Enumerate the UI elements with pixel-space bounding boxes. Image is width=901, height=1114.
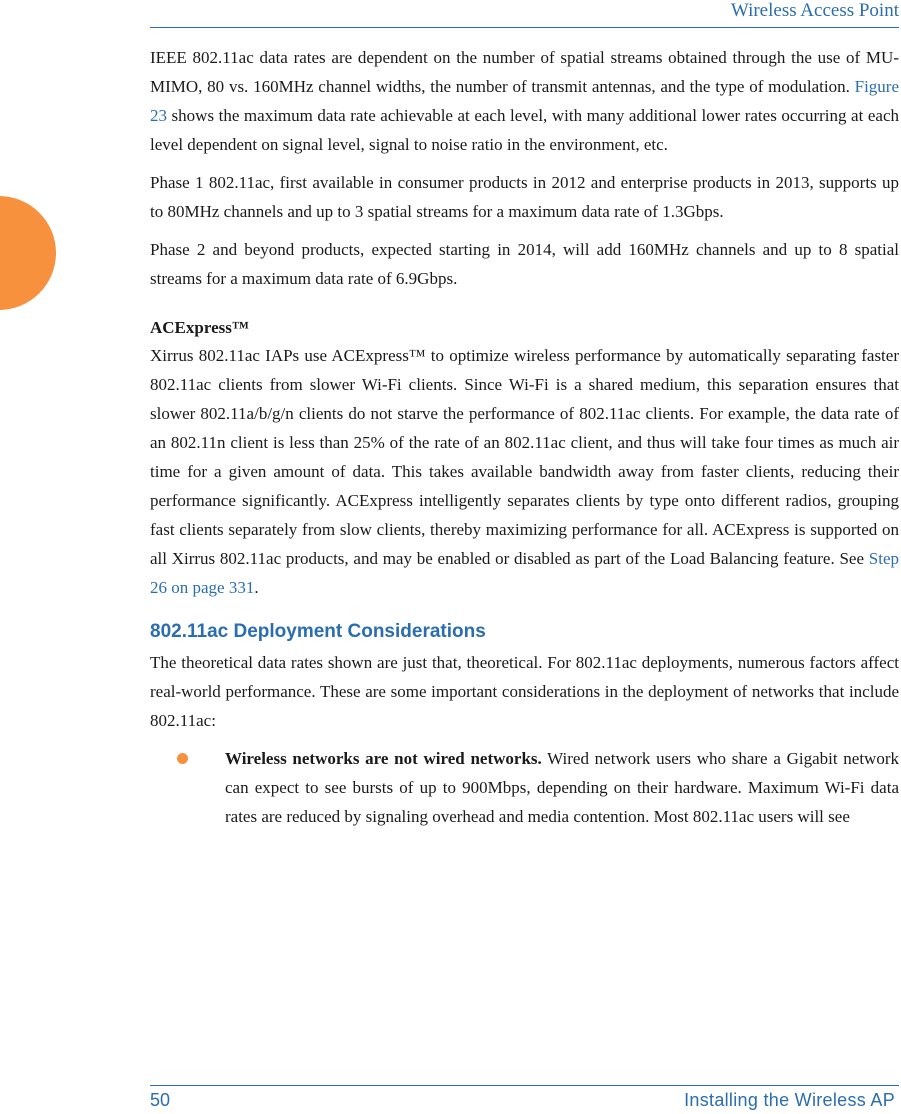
bullet-text <box>225 744 899 831</box>
paragraph-phase-2: Phase 2 and beyond products, expected starting in 2014, will add 160MHz channels and up to 8 spatial streams for a maximum data rate of 6.9Gbps. <box>150 240 899 288</box>
paragraph-deployment-intro: The theoretical data rates shown are just that, theoretical. For 802.11ac deployments, numerous factors affect real-world performance. These are some important considerations in the deployment of networks that include 802.11ac: <box>150 653 899 730</box>
paragraph-text: shows the maximum data rate achievable at each level, with many additional lower rates occurring at each level dependent on signal level, signal to noise ratio in the environment, etc. <box>150 106 899 154</box>
chapter-side-tab <box>0 196 56 310</box>
header-rule <box>150 27 899 28</box>
paragraph-data-rates <box>150 43 899 159</box>
running-header-title: Wireless Access Point <box>730 0 899 21</box>
paragraph-phase-1: Phase 1 802.11ac, first available in consumer products in 2012 and enterprise products in 2013, supports up to 80MHz channels and up to 3 spatial streams for a maximum data rate of 1.3Gbps. <box>150 173 899 221</box>
figure-23-link[interactable]: Figure 23 <box>150 77 899 125</box>
paragraph-text: IEEE 802.11ac data rates are dependent on the number of spatial streams obtained through the use of MU-MIMO, 80 vs. 160MHz channel widths, the number of transmit antennas, and the type of modulation. <box>150 48 899 96</box>
bullet-dot-icon <box>177 753 188 764</box>
footer-section-title: Installing the Wireless AP <box>684 1090 895 1110</box>
page-content <box>150 43 899 831</box>
footer-rule <box>150 1085 899 1086</box>
paragraph-acexpress <box>150 341 899 602</box>
step-26-link[interactable]: Step 26 on page 331 <box>150 549 899 597</box>
footer-page-number: 50 <box>150 1090 171 1110</box>
bullet-lead: Wireless networks are not wired networks. <box>225 749 542 768</box>
bullet-body: Wired network users who share a Gigabit network can expect to see bursts of up to 900Mbps, depending on their hardware. Maximum Wi-Fi data rates are reduced by signaling overhead and media contention. Most 802.11ac users will see <box>225 749 899 826</box>
bullet-item-wireless-networks <box>150 744 899 831</box>
paragraph-text: . <box>254 578 259 597</box>
section-heading-deployment: 802.11ac Deployment Considerations <box>150 621 486 642</box>
paragraph-text: Xirrus 802.11ac IAPs use ACExpress™ to optimize wireless performance by automatically separating faster 802.11ac clients from slower Wi-Fi clients. Since Wi-Fi is a shared medium, this separation ensures that slower 802.11a/b/g/n clients do not starve the performance of 802.11ac clients. For example, the data rate of an 802.11n client is less than 25% of the rate of an 802.11ac client, and thus will take four times as much air time for a given amount of data. This takes available bandwidth away from faster clients, reducing their performance significantly. ACExpress intelligently separates clients by type onto different radios, grouping fast clients separately from slow clients, thereby maximizing performance for all. ACExpress is supported on all Xirrus 802.11ac products, and may be enabled or disabled as part of the Load Balancing feature. See <box>150 346 899 568</box>
acexpress-heading: ACExpress™ <box>150 318 249 337</box>
